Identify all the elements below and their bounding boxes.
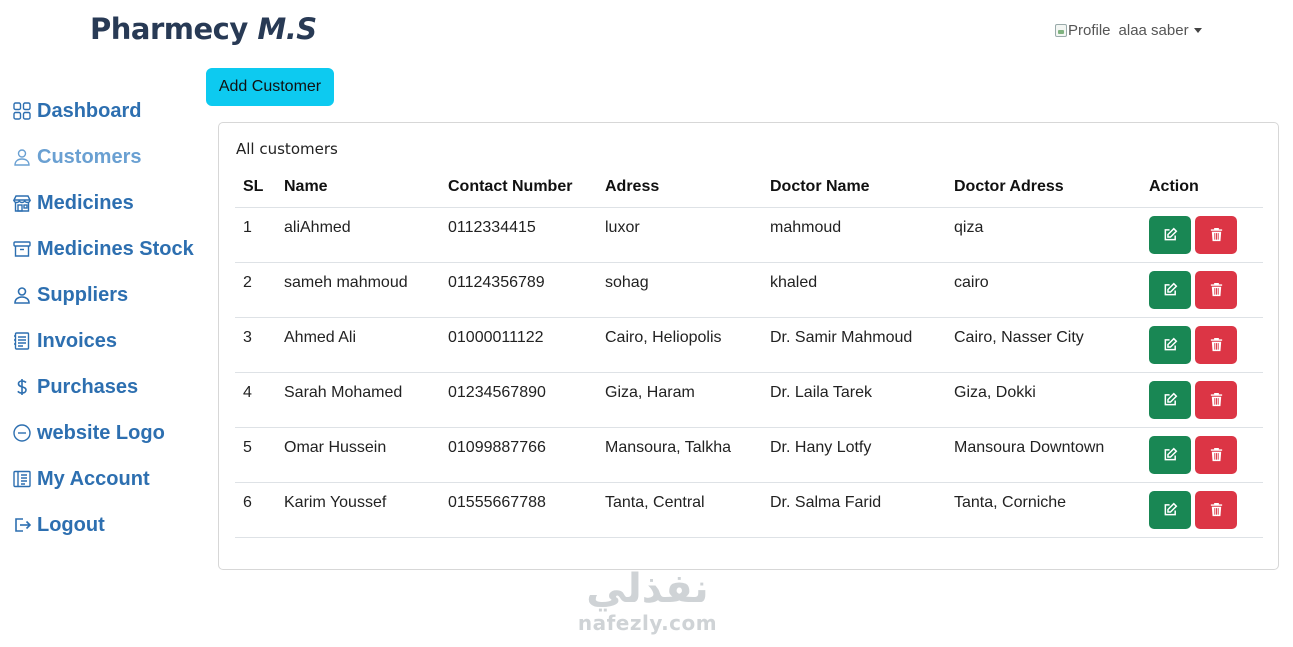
customers-table (235, 167, 1263, 538)
table-row (235, 427, 1263, 482)
sidebar-item-label: My Account (37, 467, 150, 490)
edit-icon (1163, 227, 1178, 242)
brand-logo[interactable] (90, 12, 317, 46)
edit-button[interactable] (1149, 381, 1191, 419)
delete-button[interactable] (1195, 381, 1237, 419)
column-header-contact-number: Contact Number (440, 167, 597, 207)
sidebar-item-dashboard[interactable] (10, 88, 205, 134)
cell-contact-number: 01555667788 (440, 482, 597, 537)
column-header-action: Action (1141, 167, 1263, 207)
profile-dropdown[interactable] (1055, 22, 1202, 39)
delete-button[interactable] (1195, 436, 1237, 474)
cell-doctor-adress: Tanta, Corniche (946, 482, 1141, 537)
delete-button[interactable] (1195, 216, 1237, 254)
cell-adress: sohag (597, 262, 762, 317)
cell-doctor-name: Dr. Salma Farid (762, 482, 946, 537)
table-row (235, 207, 1263, 262)
edit-icon (1163, 392, 1178, 407)
table-row (235, 317, 1263, 372)
sidebar-item-label: Medicines (37, 191, 134, 214)
ledger-icon (10, 467, 34, 491)
brand-suffix: M.S (257, 12, 317, 46)
cell-action (1141, 262, 1263, 317)
watermark-arabic: نفذلي (586, 566, 709, 612)
sidebar-item-label: Purchases (37, 375, 139, 398)
column-header-sl: SL (235, 167, 276, 207)
sidebar-item-logout[interactable] (10, 502, 205, 548)
cell-action (1141, 207, 1263, 262)
sidebar-item-medicines[interactable] (10, 180, 205, 226)
sidebar-item-label: Customers (37, 145, 142, 168)
table-row (235, 262, 1263, 317)
cell-doctor-name: Dr. Samir Mahmoud (762, 317, 946, 372)
column-header-name: Name (276, 167, 440, 207)
delete-button[interactable] (1195, 326, 1237, 364)
delete-button[interactable] (1195, 491, 1237, 529)
cell-name: Karim Youssef (276, 482, 440, 537)
trash-icon (1209, 447, 1224, 462)
cell-name: sameh mahmoud (276, 262, 440, 317)
cell-sl: 1 (235, 207, 276, 262)
cell-sl: 4 (235, 372, 276, 427)
trash-icon (1209, 227, 1224, 242)
table-row (235, 482, 1263, 537)
archive-icon (10, 237, 34, 261)
cell-name: aliAhmed (276, 207, 440, 262)
cell-adress: luxor (597, 207, 762, 262)
trash-icon (1209, 392, 1224, 407)
edit-button[interactable] (1149, 216, 1191, 254)
delete-button[interactable] (1195, 271, 1237, 309)
brand-name: Pharmecy (90, 12, 248, 46)
cell-contact-number: 01234567890 (440, 372, 597, 427)
watermark (560, 565, 735, 633)
sidebar-item-label: website Logo (37, 421, 165, 444)
edit-button[interactable] (1149, 491, 1191, 529)
cell-doctor-adress: Mansoura Downtown (946, 427, 1141, 482)
cell-action (1141, 482, 1263, 537)
cell-contact-number: 0112334415 (440, 207, 597, 262)
edit-button[interactable] (1149, 271, 1191, 309)
user-icon (10, 145, 34, 169)
column-header-adress: Adress (597, 167, 762, 207)
edit-icon (1163, 337, 1178, 352)
sidebar-item-my-account[interactable] (10, 456, 205, 502)
edit-icon (1163, 447, 1178, 462)
sidebar-item-label: Suppliers (37, 283, 129, 306)
cell-name: Sarah Mohamed (276, 372, 440, 427)
cell-doctor-name: Dr. Hany Lotfy (762, 427, 946, 482)
edit-icon (1163, 502, 1178, 517)
sidebar-item-medicines-stock[interactable] (10, 226, 205, 272)
sidebar-item-invoices[interactable] (10, 318, 205, 364)
cell-action (1141, 427, 1263, 482)
edit-button[interactable] (1149, 436, 1191, 474)
watermark-latin: nafezly.com (577, 611, 718, 635)
sidebar-item-purchases[interactable] (10, 364, 205, 410)
cell-adress: Tanta, Central (597, 482, 762, 537)
sidebar-item-label: Medicines Stock (37, 237, 194, 260)
edit-button[interactable] (1149, 326, 1191, 364)
customers-card (218, 122, 1279, 570)
cell-doctor-adress: Cairo, Nasser City (946, 317, 1141, 372)
column-header-doctor-name: Doctor Name (762, 167, 946, 207)
caret-down-icon (1194, 28, 1202, 33)
trash-icon (1209, 502, 1224, 517)
card-title: All customers (236, 140, 338, 158)
sidebar-item-customers[interactable] (10, 134, 205, 180)
table-header-row (235, 167, 1263, 207)
receipt-icon (10, 329, 34, 353)
store-icon (10, 191, 34, 215)
dollar-icon (10, 375, 34, 399)
cell-sl: 5 (235, 427, 276, 482)
sidebar-item-label: Invoices (37, 329, 118, 352)
profile-user-name: alaa saber (1118, 22, 1189, 39)
cell-sl: 3 (235, 317, 276, 372)
user-icon (10, 283, 34, 307)
cell-doctor-adress: cairo (946, 262, 1141, 317)
edit-icon (1163, 282, 1178, 297)
profile-avatar (1055, 22, 1111, 39)
sidebar (10, 88, 205, 548)
cell-contact-number: 01124356789 (440, 262, 597, 317)
cell-doctor-name: khaled (762, 262, 946, 317)
sidebar-item-label: Dashboard (37, 99, 142, 122)
cell-sl: 6 (235, 482, 276, 537)
cell-contact-number: 01099887766 (440, 427, 597, 482)
cell-adress: Mansoura, Talkha (597, 427, 762, 482)
grid-icon (10, 99, 34, 123)
broken-image-icon (1055, 24, 1067, 37)
cell-contact-number: 01000011122 (440, 317, 597, 372)
logout-icon (10, 513, 34, 537)
cell-doctor-adress: qiza (946, 207, 1141, 262)
cell-name: Ahmed Ali (276, 317, 440, 372)
sidebar-item-label: Logout (37, 513, 105, 536)
cell-sl: 2 (235, 262, 276, 317)
column-header-doctor-adress: Doctor Adress (946, 167, 1141, 207)
cell-adress: Giza, Haram (597, 372, 762, 427)
table-row (235, 372, 1263, 427)
cell-name: Omar Hussein (276, 427, 440, 482)
cell-adress: Cairo, Heliopolis (597, 317, 762, 372)
profile-avatar-alt: Profile (1068, 22, 1111, 39)
sidebar-item-suppliers[interactable] (10, 272, 205, 318)
sidebar-item-website-logo[interactable] (10, 410, 205, 456)
trash-icon (1209, 337, 1224, 352)
dash-circle-icon (10, 421, 34, 445)
add-customer-button[interactable]: Add Customer (206, 68, 334, 106)
trash-icon (1209, 282, 1224, 297)
cell-doctor-name: mahmoud (762, 207, 946, 262)
cell-action (1141, 317, 1263, 372)
cell-doctor-adress: Giza, Dokki (946, 372, 1141, 427)
cell-action (1141, 372, 1263, 427)
cell-doctor-name: Dr. Laila Tarek (762, 372, 946, 427)
